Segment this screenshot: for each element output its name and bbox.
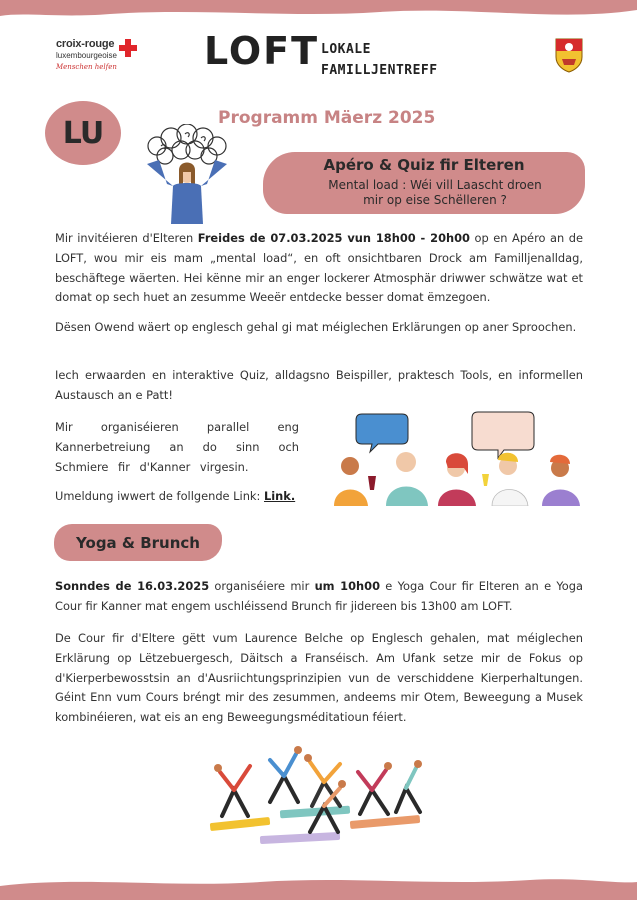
- yoga-brunch-banner: Yoga & Brunch: [54, 524, 222, 561]
- p1-text-continued: op en Apéro an de LOFT, wou mir eis mam „mental load“, en oft onsichtbaren Drock am Familljenalldag, beschäftege wäerten. Hei kënne mir an enger lockerer Atmosphär driwwer schwätze wat et domat op sech huet an zesumme Weeër entdecke besser domat ëmzegoen.: [55, 231, 583, 305]
- p6-text: organiséiere mir: [209, 579, 315, 593]
- people-chatting-illustration: [322, 410, 586, 506]
- apero-intro-paragraph: [55, 229, 583, 308]
- registration-link[interactable]: Link.: [263, 489, 296, 503]
- subtitle-line2: mir op eise Schëlleren ?: [363, 193, 507, 207]
- coat-of-arms-icon: [554, 37, 584, 73]
- yoga-details-paragraph: De Cour fir d'Eltere gëtt vum Laurence Belche op Englesch gehalen, mat méiglechen Erklärung op Lëtzebuergesch, Däitsch a Franséisch. Am Ufank setze mir de Fokus op d'Kierperbewosstsin an d'Ausriichtungsprinzipien vun de verschiddene Kierperhaltungen. Géint Enn vum Cours bréngt mir des zesummen, andeems mir Otem, Beweegung a Musek kombinéieren, wat eis an eng Beweegungsméditatioun féiert.: [55, 631, 583, 725]
- p1-date-time: Freides de 07.03.2025 vun 18h00 - 20h00: [197, 231, 470, 245]
- registration-text: Umeldung iwwert de follgende Link:: [55, 489, 264, 503]
- top-wave-decoration: [0, 0, 637, 26]
- language-paragraph: Dësen Owend wäert op englesch gehal gi mat méiglechen Erklärungen op aner Sproochen.: [55, 320, 577, 334]
- loft-subtitle-line2: FAMILLJENTREFF: [321, 63, 438, 78]
- red-cross-icon: [118, 38, 138, 58]
- apero-quiz-title: Apéro & Quiz fir Elteren: [323, 156, 525, 174]
- stressed-woman-illustration: [137, 124, 237, 224]
- croix-rouge-logo: [56, 38, 146, 80]
- yoga-group-illustration: [200, 742, 432, 846]
- subtitle-line1: Mental load : Wéi vill Laascht droen: [328, 178, 542, 192]
- language-badge: LU: [45, 101, 121, 165]
- p6-text-continued: e Yoga Cour fir Elteren an e Yoga Cour fir Kanner mat engem uschléissend Brunch fir jidereen bis 13h00 am LOFT.: [55, 579, 583, 613]
- childcare-paragraph: Mir organiséieren parallel eng Kannerbetreiung an do sinn och Schmiere fir d'Kanner virgesin.: [55, 420, 299, 474]
- p6-date: Sonndes de 16.03.2025: [55, 579, 210, 593]
- p6-time: um 10h00: [314, 579, 380, 593]
- org-name: croix-rouge: [56, 38, 115, 50]
- program-title: Programm Mäerz 2025: [218, 108, 436, 128]
- org-name-line2: luxembourgeoise: [56, 51, 117, 60]
- loft-subtitle-line1: LOKALE: [321, 42, 371, 57]
- p1-text: Mir invitéieren d'Elteren: [55, 231, 198, 245]
- expectations-paragraph: Iech erwaarden en interaktive Quiz, alldagsno Beispiller, praktesch Tools, en informellen Austausch an e Patt!: [55, 368, 583, 402]
- loft-title: LOFT: [204, 29, 320, 73]
- apero-quiz-subtitle: [290, 178, 580, 208]
- yoga-intro-paragraph: [55, 577, 583, 617]
- org-signature: Menschen helfen: [56, 63, 117, 71]
- bottom-wave-decoration: [0, 860, 637, 900]
